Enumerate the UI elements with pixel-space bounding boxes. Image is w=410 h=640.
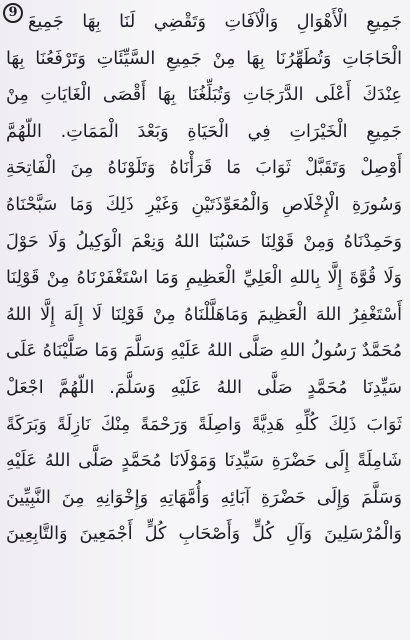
text-line-1: جَمِيعِ الْأَهْوَالِ وَالْآفَاتِ وَتَقْضِي لَنَا بِهَا جَمِيعَ [28, 12, 402, 32]
text-line-5: أَوْصِلْ وَتَقَبَّلْ ثَوَابَ مَا قَرَأْنَاهُ وَتَلَوْنَاهُ مِنَ الْفَاتِحَةِ [6, 158, 402, 179]
text-line-15: وَالْمُرْسَلِينَ وَآلِ كُلٍّ وَأَصْحَابِ كُلٍّ أَجْمَعِينَ وَالتَّابِعِينَ [6, 524, 402, 545]
text-line-3: عِنْدَكَ أَعْلَى الدَّرَجَاتِ وَتُبَلِّغُنَا بِهَا أَقْصَى الْغَايَاتِ مِنْ [6, 85, 402, 106]
text-line-4: جَمِيعِ الْخَيْرَاتِ فِي الْحَيَاةِ وَبَعْدَ الْمَمَاتِ. اللّهُمَّ [6, 121, 402, 142]
text-line-10: مُحَمَّدٌ رَسُولُ اللهِ صَلَّى اللهُ عَلَيْهِ وَسَلَّمَ وَمَا صَلَّيْنَاهُ عَلَى [6, 341, 402, 362]
page-number-badge: 9 [3, 3, 23, 23]
text-line-7: وَحَمِدْنَاهُ وَمِنْ قَوْلِنَا حَسْبُنَا اللهُ وَنِعْمَ الْوَكِيلُ وَلَا حَوْلَ [6, 231, 402, 252]
text-line-6: وَسُورَةِ الْإِخْلَاصِ وَالْمُعَوِّذَتَيْنِ وَغَيْرِ ذَلِكَ وَمَا سَبَّحْنَاهُ [6, 194, 402, 215]
arabic-text-block [6, 4, 402, 553]
text-line-14: وَسَلَّمَ وَإِلَى حَضْرَةِ آبَائِهِ وَأُمَّهَاتِهِ وَإِخْوَانِهِ مِنَ النَّبِيِّينَ [6, 487, 402, 508]
text-line-11: سَيِّدِنَا مُحَمَّدٍ صَلَّى اللهُ عَلَيْهِ وَسَلَّمَ. اللّهُمَّ اجْعَلْ [6, 377, 402, 398]
text-line-13: شَامِلَةً إِلَى حَضْرَةِ سَيِّدِنَا وَمَوْلَانَا مُحَمَّدٍ صَلَّى اللهُ عَلَيْهِ [6, 451, 402, 472]
text-line-2: الْحَاجَاتِ وَتُطَهِّرُنَا بِهَا مِنْ جَمِيعِ السَّيِّئَاتِ وَتَرْفَعُنَا بِهَا [6, 48, 402, 69]
text-line-9: أَسْتَغْفِرُ اللهَ الْعَظِيمَ وَمَاهَلَّلْنَاهُ مِنْ قَوْلِنَا لَا إِلَهَ إِلَّا اللهُ [6, 304, 402, 325]
text-line-8: وَلَا قُوَّةَ إِلَّا بِاللهِ الْعَلِيِّ الْعَظِيمِ وَمَا اسْتَغْفَرْنَاهُ مِنْ قَوْلِنَا [6, 268, 402, 289]
text-line-12: ثَوَابَ ذَلِكَ كُلِّهِ هَدِيَّةً وَاصِلَةً وَرَحْمَةً مِنْكَ نَازِلَةً وَبَرَكَةً [6, 414, 402, 435]
